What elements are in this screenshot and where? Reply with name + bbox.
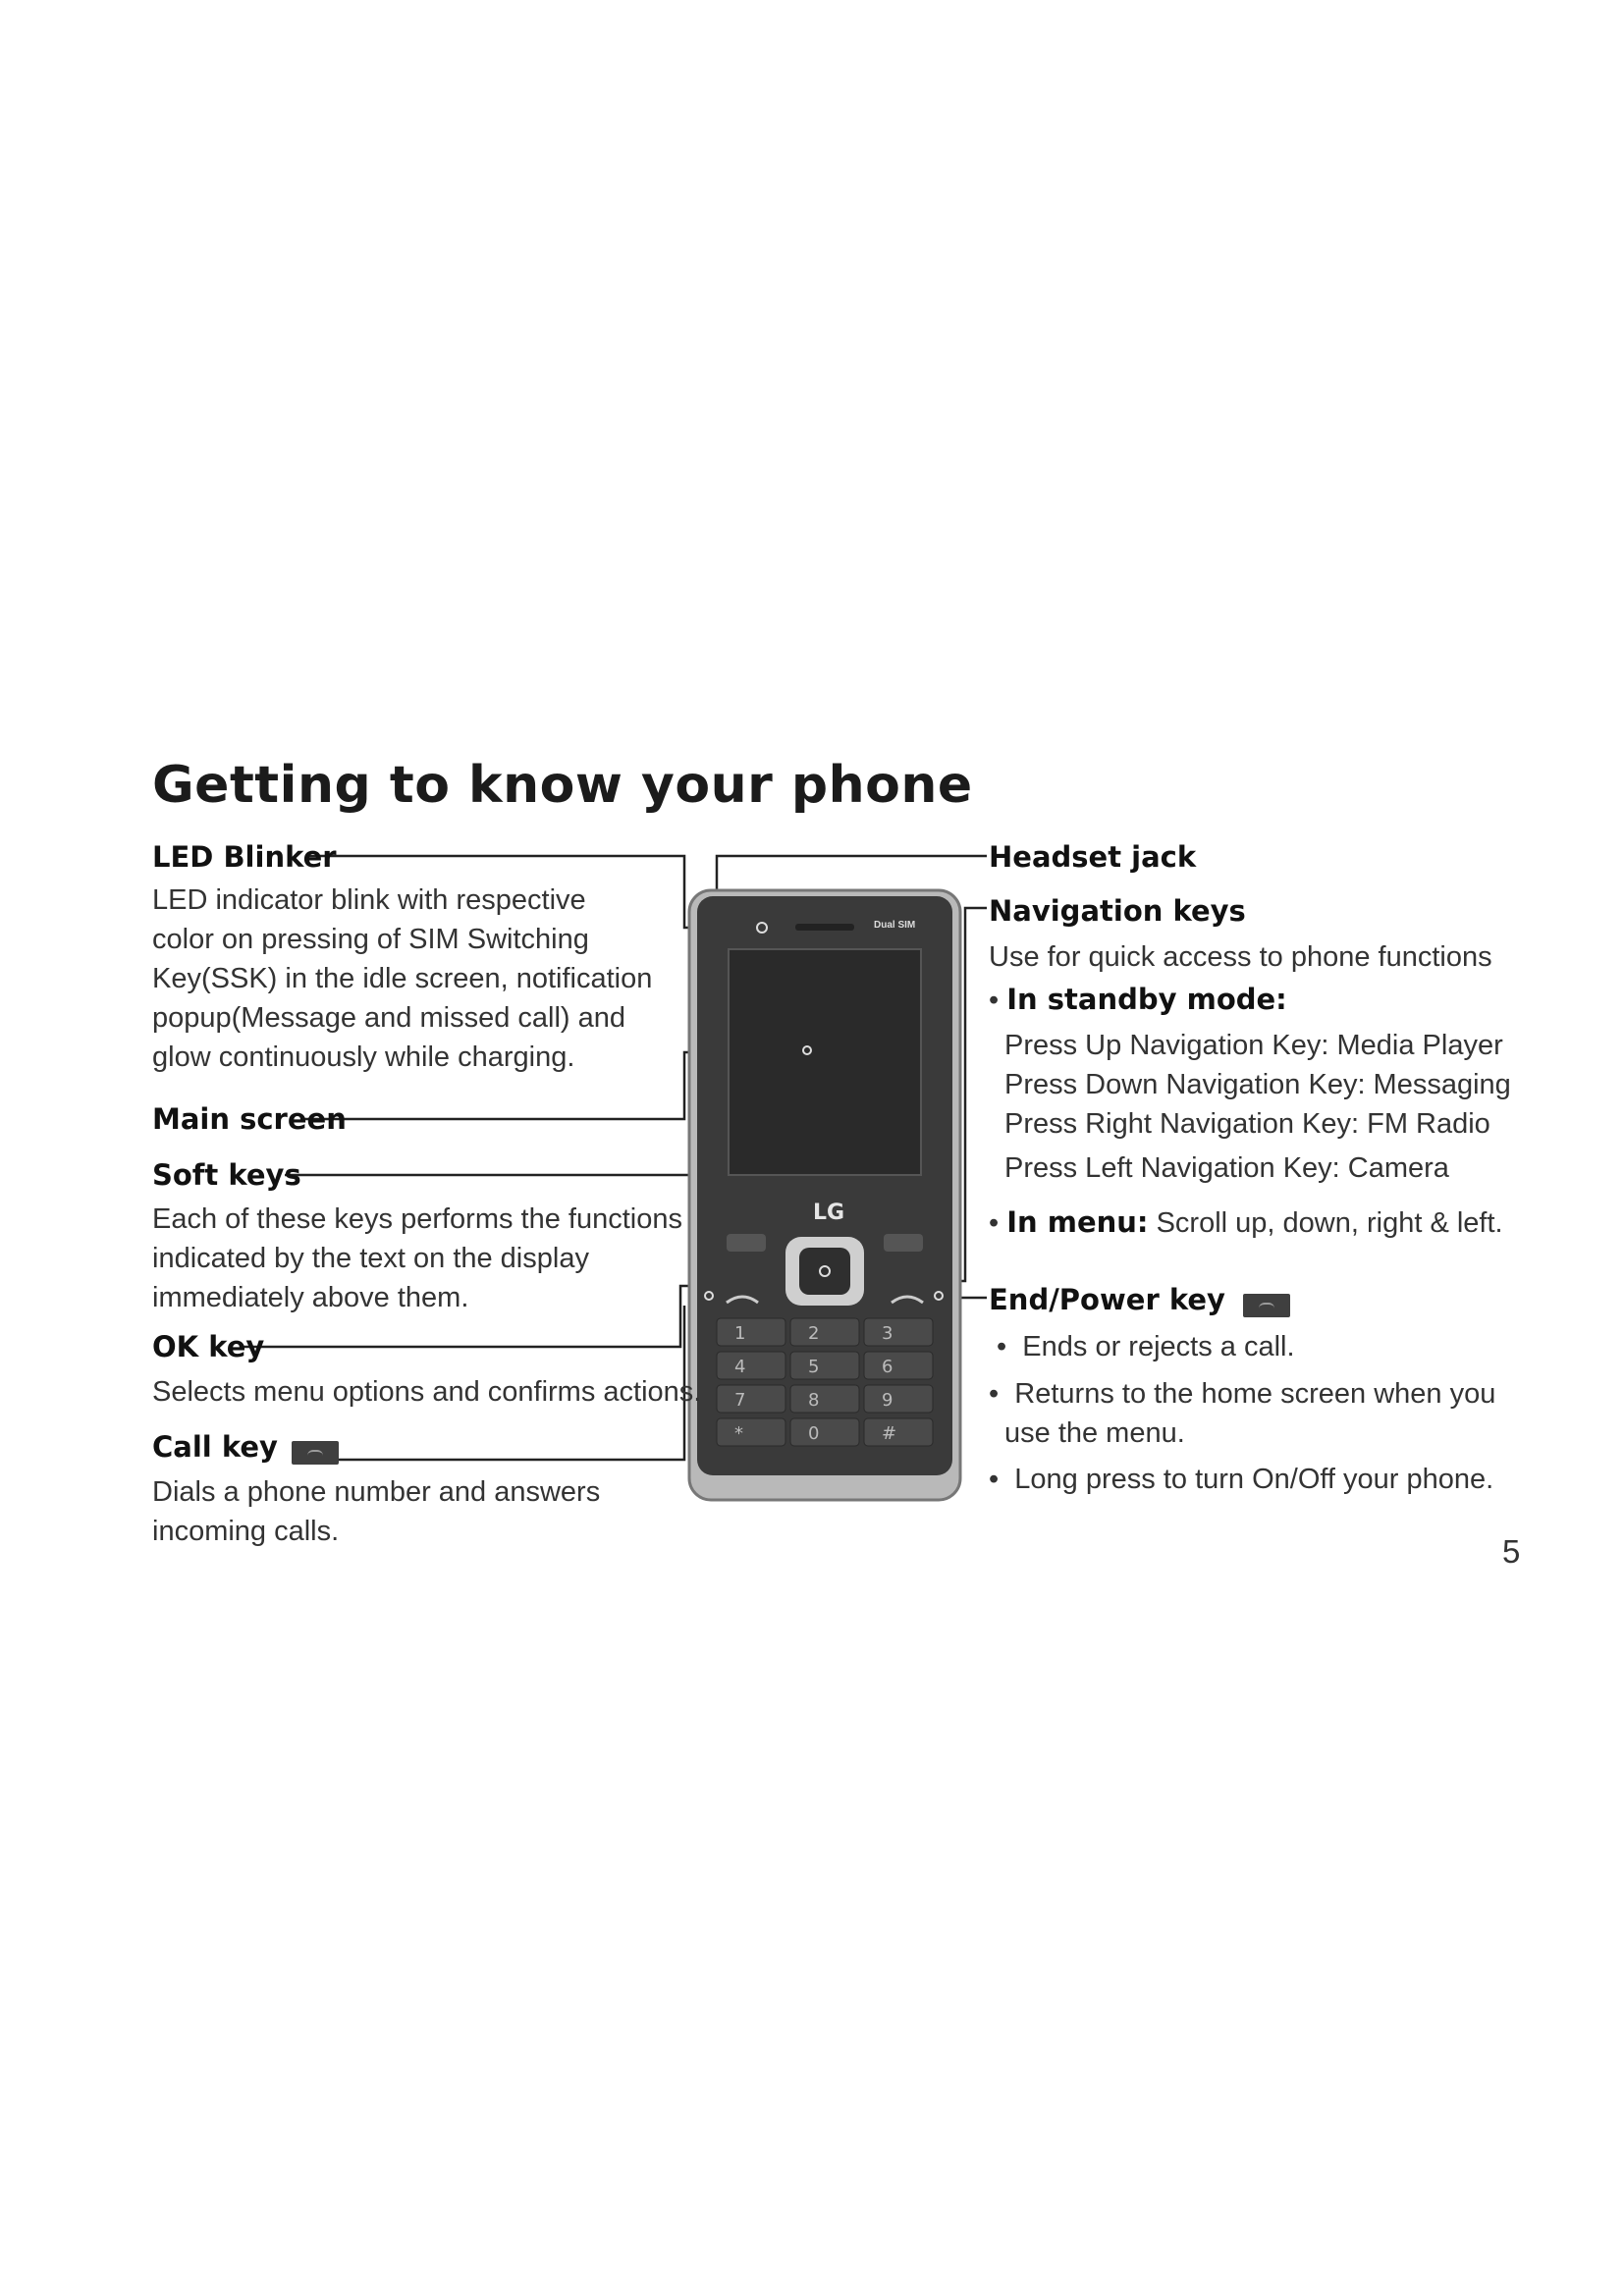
phone-brand-logo: LG bbox=[813, 1201, 845, 1225]
keypad-key-label: 6 bbox=[882, 1357, 893, 1377]
keypad-key-label: 1 bbox=[734, 1323, 746, 1344]
navigation-keys-heading: Navigation keys bbox=[989, 894, 1246, 928]
end-power-bullet-2: • Returns to the home screen when you bbox=[989, 1378, 1496, 1410]
end-power-key-heading: End/Power key bbox=[989, 1283, 1290, 1316]
keypad-key-label: 2 bbox=[808, 1323, 820, 1344]
end-power-bullet-1: • Ends or rejects a call. bbox=[997, 1331, 1295, 1362]
page-number: 5 bbox=[1502, 1533, 1521, 1570]
keypad-key-label: * bbox=[734, 1423, 743, 1444]
call-key-text: Dials a phone number and answers incoming calls. bbox=[152, 1476, 601, 1547]
soft-keys-heading: Soft keys bbox=[152, 1158, 301, 1192]
keypad-key-label: 8 bbox=[808, 1390, 820, 1411]
standby-mode-list: Press Up Navigation Key: Media Player Press Down Navigation Key: Messaging Press Right Navigation Key: FM Radio Press Left Navigation Key: Camera bbox=[1004, 1030, 1511, 1184]
keypad-key-label: 9 bbox=[882, 1390, 893, 1411]
phone-illustration bbox=[687, 888, 962, 1502]
keypad-key-label: 0 bbox=[808, 1423, 820, 1444]
ok-key-heading: OK key bbox=[152, 1330, 265, 1363]
headset-jack-heading: Headset jack bbox=[989, 840, 1197, 874]
end-power-bullet-2-cont: use the menu. bbox=[1004, 1417, 1185, 1449]
end-key-icon bbox=[1243, 1294, 1290, 1317]
main-screen-heading: Main screen bbox=[152, 1102, 347, 1136]
in-menu-bullet: • In menu: Scroll up, down, right & left. bbox=[989, 1205, 1503, 1239]
phone-top-label: Dual SIM bbox=[874, 920, 916, 931]
keypad-key-label: # bbox=[882, 1423, 897, 1444]
call-key-heading: Call key bbox=[152, 1430, 339, 1464]
led-blinker-heading: LED Blinker bbox=[152, 840, 337, 874]
page-title: Getting to know your phone bbox=[152, 756, 973, 815]
keypad-key-label: 3 bbox=[882, 1323, 893, 1344]
navigation-keys-intro: Use for quick access to phone functions bbox=[989, 941, 1492, 973]
end-power-bullet-3: • Long press to turn On/Off your phone. bbox=[989, 1464, 1494, 1495]
keypad-key-label: 5 bbox=[808, 1357, 820, 1377]
soft-keys-text: Each of these keys performs the functions indicated by the text on the display immediately above them. bbox=[152, 1203, 682, 1313]
keypad-key-label: 7 bbox=[734, 1390, 746, 1411]
call-key-icon bbox=[292, 1441, 339, 1465]
ok-key-text: Selects menu options and confirms actions. bbox=[152, 1376, 702, 1408]
led-blinker-text: LED indicator blink with respective color on pressing of SIM Switching Key(SSK) in the idle screen, notification popup(Message and missed call) and glow continuously while charging. bbox=[152, 884, 653, 1073]
keypad-key-label: 4 bbox=[734, 1357, 746, 1377]
standby-mode-bullet: • In standby mode: bbox=[989, 983, 1287, 1016]
